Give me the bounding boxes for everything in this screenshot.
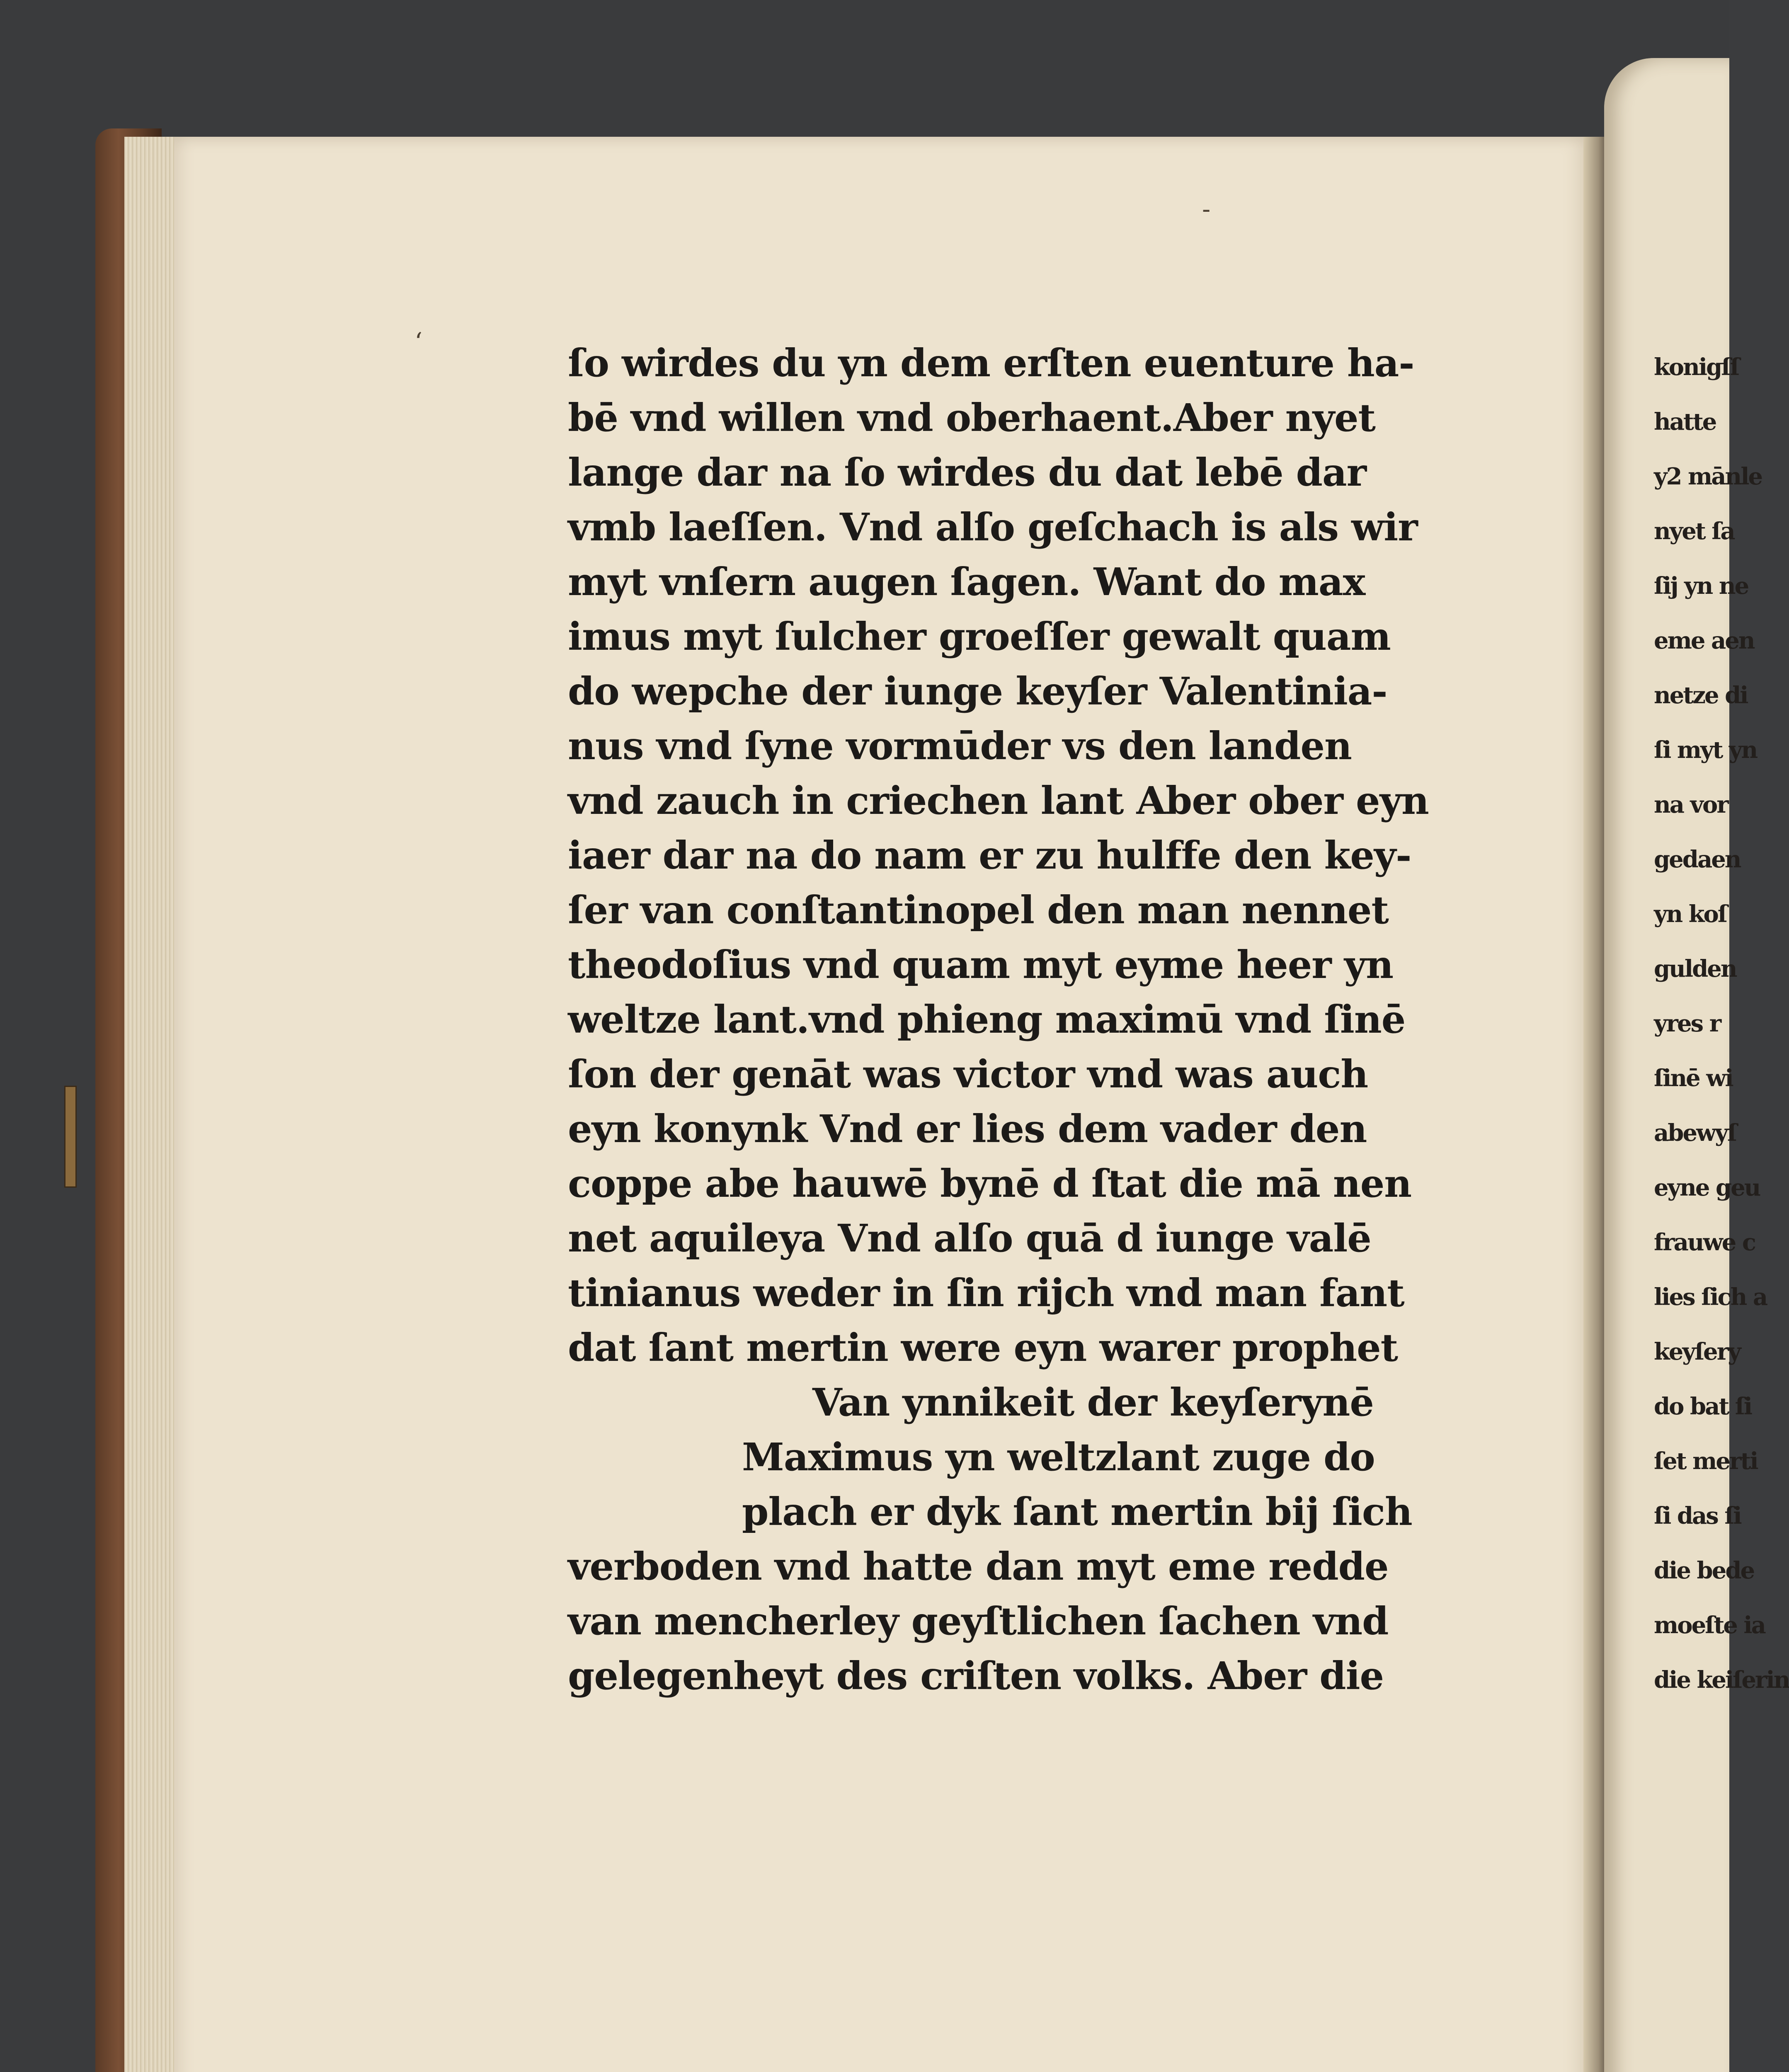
text-line: imus myt ſulcher groeſſer gewalt quam bbox=[568, 614, 1391, 659]
facing-line: abewyſ bbox=[1654, 1119, 1736, 1147]
text-line: plach er dyk ſant mertin bij ſich bbox=[742, 1489, 1412, 1534]
section-heading: Van ynnikeit der keyſerynē bbox=[812, 1380, 1374, 1425]
text-line: weltze lant.vnd phieng maximū vnd ſinē bbox=[568, 997, 1406, 1042]
initial-line: Maximus yn weltzlant zuge do bbox=[742, 1435, 1375, 1479]
clasp-mark bbox=[64, 1086, 77, 1188]
facing-line: hatte bbox=[1654, 408, 1716, 436]
facing-line: eme aen bbox=[1654, 627, 1754, 654]
facing-line: ſi das ſi bbox=[1654, 1502, 1741, 1530]
facing-line: y2 mānle bbox=[1654, 463, 1762, 490]
text-line: iaer dar na do nam er zu hulffe den key- bbox=[568, 833, 1411, 878]
facing-line: do bat ſi bbox=[1654, 1393, 1752, 1420]
facing-page-text bbox=[1654, 340, 1789, 1707]
text-line: vmb laeſſen. Vnd alſo geſchach is als wir bbox=[568, 505, 1418, 549]
facing-line: keyſery bbox=[1654, 1338, 1740, 1365]
margin-mark: - bbox=[1202, 195, 1211, 224]
text-line: ſon der genāt was victor vnd was auch bbox=[568, 1052, 1368, 1097]
text-line: van mencherley geyſtlichen ſachen vnd bbox=[568, 1599, 1389, 1644]
text-line: lange dar na ſo wirdes du dat lebē dar bbox=[568, 450, 1367, 495]
facing-line: die keiſerin bbox=[1654, 1666, 1789, 1694]
text-line: verboden vnd hatte dan myt eme redde bbox=[568, 1544, 1389, 1589]
text-line: do wepche der iunge keyſer Valentinia- bbox=[568, 669, 1387, 714]
text-line: bē vnd willen vnd oberhaent.Aber nyet bbox=[568, 395, 1376, 440]
facing-line: nyet ſa bbox=[1654, 518, 1734, 545]
facing-line: die bede bbox=[1654, 1557, 1754, 1584]
text-line: vnd zauch in criechen lant Aber ober eyn bbox=[568, 778, 1429, 823]
margin-mark: ‘ bbox=[415, 327, 423, 356]
text-line: net aquileya Vnd alſo quā d iunge valē bbox=[568, 1216, 1371, 1261]
facing-line: lies ſich a bbox=[1654, 1283, 1767, 1311]
facing-line: eyne geu bbox=[1654, 1174, 1760, 1201]
facing-line: yres r bbox=[1654, 1010, 1721, 1037]
text-line: tinianus weder in ſin rijch vnd man fant bbox=[568, 1271, 1404, 1315]
text-line: gelegenheyt des criſten volks. Aber die bbox=[568, 1653, 1384, 1698]
facing-line: gedaen bbox=[1654, 846, 1741, 873]
facing-line: moeſte ia bbox=[1654, 1612, 1765, 1639]
page-text bbox=[568, 336, 1429, 1703]
facing-line: konigſſ bbox=[1654, 353, 1739, 381]
facing-line: frauwe c bbox=[1654, 1229, 1755, 1256]
facing-line: ſet merti bbox=[1654, 1447, 1757, 1475]
text-line: theodoſius vnd quam myt eyme heer yn bbox=[568, 942, 1394, 987]
facing-line: ſinē wi bbox=[1654, 1065, 1733, 1092]
facing-line: yn koſ bbox=[1654, 900, 1726, 928]
facing-line: netze di bbox=[1654, 682, 1748, 709]
text-line: ſer van conſtantinopel den man nennet bbox=[568, 888, 1389, 932]
facing-line: gulden bbox=[1654, 955, 1736, 983]
facing-line: ſij yn ne bbox=[1654, 572, 1748, 600]
text-line: myt vnſern augen ſagen. Want do max bbox=[568, 559, 1365, 604]
facing-line: na vor bbox=[1654, 791, 1728, 818]
text-line: dat ſant mertin were eyn warer prophet bbox=[568, 1325, 1398, 1370]
facing-line: ſi myt yn bbox=[1654, 736, 1757, 764]
text-line: coppe abe hauwē bynē d ſtat die mā nen bbox=[568, 1161, 1412, 1206]
text-line: ſo wirdes du yn dem erſten euenture ha- bbox=[568, 341, 1414, 385]
text-line: eyn konynk Vnd er lies dem vader den bbox=[568, 1106, 1367, 1151]
text-line: nus vnd ſyne vormūder vs den landen bbox=[568, 724, 1352, 768]
